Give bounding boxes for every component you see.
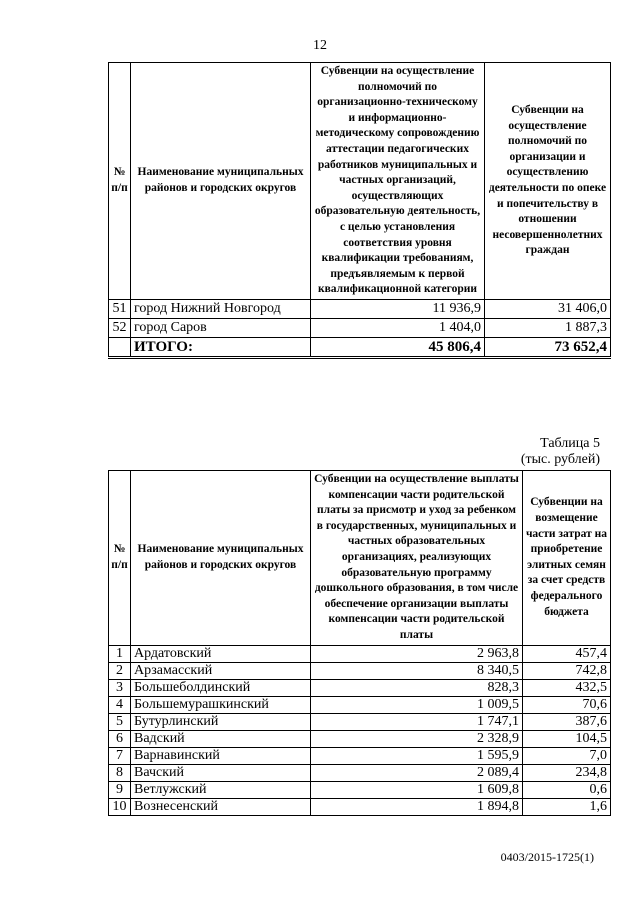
row-name: Вознесенский [131, 798, 311, 815]
row-number: 1 [109, 645, 131, 662]
table-row [109, 730, 611, 747]
row-value-2: 234,8 [523, 764, 611, 781]
total-row [109, 337, 611, 357]
table-row [109, 662, 611, 679]
table-row [109, 798, 611, 815]
row-number: 7 [109, 747, 131, 764]
header-number: № п/п [109, 471, 131, 646]
table-row [109, 318, 611, 337]
row-number: 4 [109, 696, 131, 713]
table-row [109, 645, 611, 662]
row-value-1: 11 936,9 [311, 299, 485, 318]
header-name: Наименование муниципальных районов и городских округов [131, 471, 311, 646]
table-row [109, 781, 611, 798]
table-header-row [109, 63, 611, 300]
row-value-1: 1 894,8 [311, 798, 523, 815]
row-name: город Нижний Новгород [131, 299, 311, 318]
row-value-2: 7,0 [523, 747, 611, 764]
row-value-1: 1 595,9 [311, 747, 523, 764]
total-label: ИТОГО: [131, 337, 311, 357]
row-value-1: 828,3 [311, 679, 523, 696]
row-value-2: 387,6 [523, 713, 611, 730]
table-row [109, 713, 611, 730]
row-value-1: 2 328,9 [311, 730, 523, 747]
header-col2: Субвенции на возмещение части затрат на приобретение элитных семян за счет средств федерального бюджета [523, 471, 611, 646]
row-number: 2 [109, 662, 131, 679]
row-number: 51 [109, 299, 131, 318]
row-value-2: 0,6 [523, 781, 611, 798]
row-value-1: 1 009,5 [311, 696, 523, 713]
row-name: Варнавинский [131, 747, 311, 764]
row-value-2: 104,5 [523, 730, 611, 747]
table-title: Таблица 5 [540, 436, 600, 451]
subvention-table-5 [108, 470, 611, 816]
header-number: № п/п [109, 63, 131, 300]
row-name: Вадский [131, 730, 311, 747]
row-value-1: 8 340,5 [311, 662, 523, 679]
page-number: 12 [313, 38, 327, 53]
document-code: 0403/2015-1725(1) [500, 850, 594, 864]
row-number: 10 [109, 798, 131, 815]
table-units: (тыс. рублей) [520, 452, 600, 467]
row-number: 3 [109, 679, 131, 696]
header-col2: Субвенции на осуществление полномочий по организации и осуществлению деятельности по опеке и попечительству в отношении несовершеннолетних граждан [485, 63, 611, 300]
header-col1: Субвенции на осуществление полномочий по организационно-техническому и информационно-методическому сопровождению аттестации педагогических работников муниципальных и частных организаций, осуществляющих образовательную деятельность, с целью установления соответствия уровня квалификации требованиям, предъявляемым к первой квалификационной категории [311, 63, 485, 300]
header-name: Наименование муниципальных районов и городских округов [131, 63, 311, 300]
header-col1: Субвенции на осуществление выплаты компенсации части родительской платы за присмотр и уход за ребенком в государственных, муниципальных и частных образовательных организациях, реализующих образовательную программу дошкольного образования, в том числе обеспечение организации выплаты компенсации части родительской платы [311, 471, 523, 646]
table-row [109, 696, 611, 713]
row-value-1: 1 747,1 [311, 713, 523, 730]
row-value-2: 742,8 [523, 662, 611, 679]
row-value-2: 70,6 [523, 696, 611, 713]
total-value-1: 45 806,4 [311, 337, 485, 357]
row-name: Большемурашкинский [131, 696, 311, 713]
row-number: 9 [109, 781, 131, 798]
row-value-2: 31 406,0 [485, 299, 611, 318]
table-header-row [109, 471, 611, 646]
row-value-1: 2 963,8 [311, 645, 523, 662]
total-value-2: 73 652,4 [485, 337, 611, 357]
row-name: Большеболдинский [131, 679, 311, 696]
row-value-2: 1 887,3 [485, 318, 611, 337]
table-row [109, 747, 611, 764]
row-value-2: 1,6 [523, 798, 611, 815]
table-row [109, 764, 611, 781]
row-value-1: 2 089,4 [311, 764, 523, 781]
subvention-table-continued [108, 62, 611, 359]
row-number: 8 [109, 764, 131, 781]
row-number: 6 [109, 730, 131, 747]
row-value-2: 432,5 [523, 679, 611, 696]
row-name: Бутурлинский [131, 713, 311, 730]
table-row [109, 679, 611, 696]
table-row [109, 299, 611, 318]
row-name: Ардатовский [131, 645, 311, 662]
row-number: 52 [109, 318, 131, 337]
row-name: город Саров [131, 318, 311, 337]
row-number: 5 [109, 713, 131, 730]
row-name: Вачский [131, 764, 311, 781]
row-value-1: 1 404,0 [311, 318, 485, 337]
row-value-1: 1 609,8 [311, 781, 523, 798]
total-number [109, 337, 131, 357]
row-name: Арзамасский [131, 662, 311, 679]
row-value-2: 457,4 [523, 645, 611, 662]
row-name: Ветлужский [131, 781, 311, 798]
